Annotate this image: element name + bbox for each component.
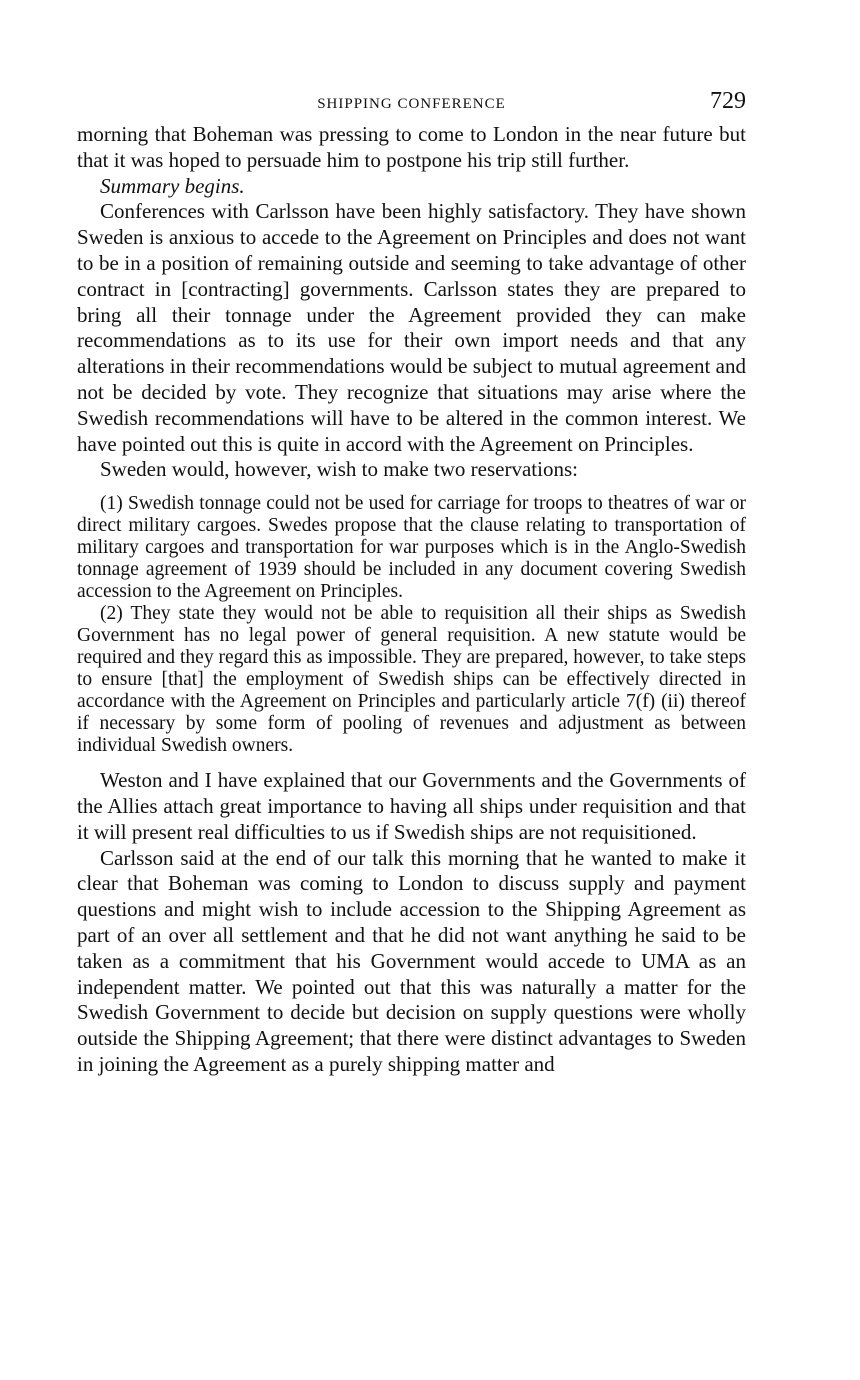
paragraph-continuation: morning that Boheman was pressing to come to London in the near future but that it was hoped to persuade him to postpone his trip still further.: [77, 122, 746, 172]
page-header: [77, 88, 746, 122]
document-page: [77, 88, 746, 1078]
summary-heading: Summary begins.: [100, 173, 245, 198]
reservation-item-1: (1) Swedish tonnage could not be used for carriage for troops to theatres of war or direct military cargoes. Swedes propose that the clause relating to transportation of military cargoes and transportation for war purposes which is in the Anglo-Swedish tonnage agreement of 1939 should be included in any document covering Swedish accession to the Agreement on Principles.: [77, 493, 746, 603]
document-body: [77, 122, 746, 1078]
reservation-item-2: (2) They state they would not be able to requisition all their ships as Swedish Government has no legal power of general requisition. A new statute would be required and they regard this as impossible. They are prepared, however, to take steps to ensure [that] the employment of Swedish ships can be effectively directed in accordance with the Agreement on Principles and particularly article 7(f) (ii) thereof if necessary by some form of pooling of revenues and adjustment as between individual Swedish owners.: [77, 603, 746, 757]
paragraph-reservations-intro: Sweden would, however, wish to make two reservations:: [100, 457, 578, 482]
paragraph-weston: Weston and I have explained that our Governments and the Governments of the Allies attach great importance to having all ships under requisition and that it will present real difficulties to us if Swedish ships are not requisitioned.: [77, 768, 746, 844]
paragraph-carlsson: Carlsson said at the end of our talk this morning that he wanted to make it clear that Boheman was coming to London to discuss supply and payment questions and might wish to include accession to the Shipping Agreement as part of an over all settlement and that he did not want anything he said to be taken as a commitment that his Government would accede to UMA as an independent matter. We pointed out that this was naturally a matter for the Swedish Government to decide but decision on supply questions were wholly outside the Shipping Agreement; that there were distinct advantages to Sweden in joining the Agreement as a purely shipping matter and: [77, 845, 746, 1076]
running-title: SHIPPING CONFERENCE: [317, 96, 506, 112]
paragraph-conferences: Conferences with Carlsson have been highly satisfactory. They have shown Sweden is anxious to accede to the Agreement on Principles and does not want to be in a position of remaining outside and seeming to take advantage of other contract in [contracting] governments. Carlsson states they are prepared to bring all their tonnage under the Agreement provided they can make recommendations as to its use for their own import needs and that any alterations in their recommendations would be subject to mutual agreement and not be decided by vote. They recognize that situations may arise where the Swedish recommendations will have to be altered in the common interest. We have pointed out this is quite in accord with the Agreement on Principles.: [77, 199, 746, 456]
page-number: 729: [710, 88, 746, 114]
reservations-block: [77, 493, 746, 757]
